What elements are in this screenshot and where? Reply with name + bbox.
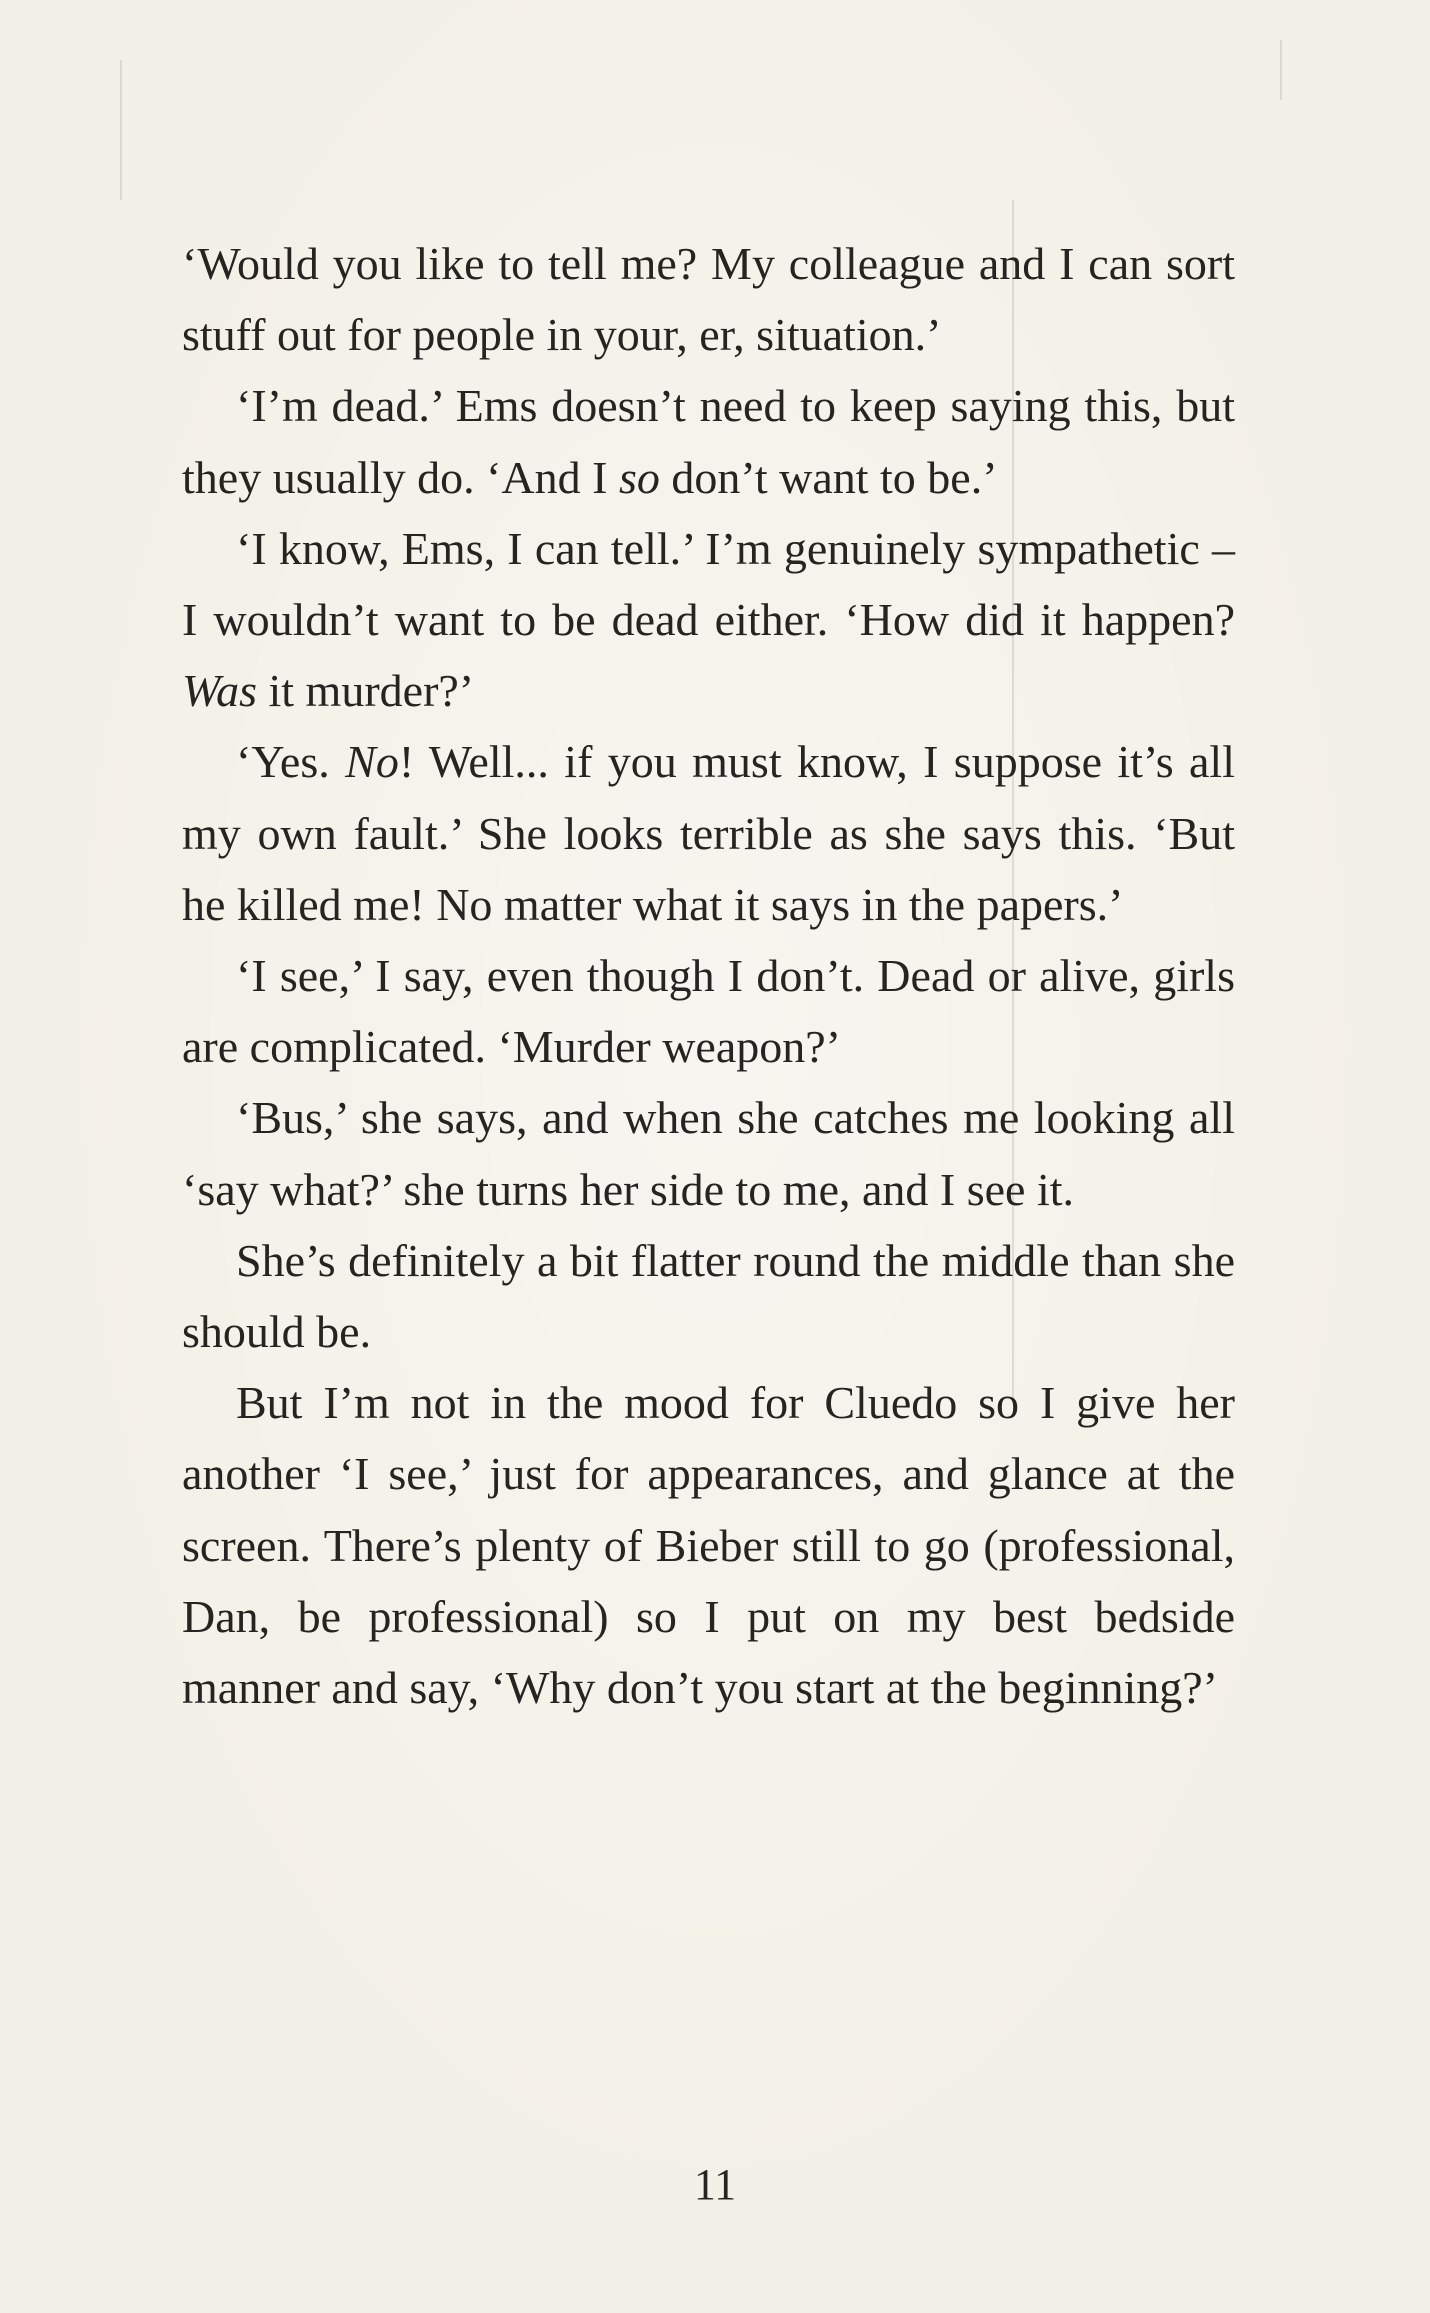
- text-run: ‘Would you like to tell me? My colleague and I can sort stuff out for people in your, er, situation.’: [182, 238, 1235, 361]
- text-run: don’t want to be.’: [659, 451, 998, 503]
- paragraph: [182, 1225, 1235, 1367]
- text-run: ‘Yes.: [236, 736, 346, 788]
- text-run: ‘I see,’ I say, even though I don’t. Dead or alive, girls are complicated. ‘Murder weapon?’: [182, 950, 1235, 1073]
- italic-text: Was: [182, 665, 257, 717]
- text-run: ! Well... if you must know, I suppose it’s all my own fault.’ She looks terrible as she says this. ‘But he killed me! No matter what it says in the papers.’: [182, 736, 1235, 930]
- paragraph: [182, 726, 1235, 940]
- text-run: ‘I’m dead.’ Ems doesn’t need to keep saying this, but they usually do. ‘And I: [182, 380, 1235, 503]
- paragraph: [182, 513, 1235, 727]
- italic-text: No: [345, 736, 399, 788]
- paragraph: [182, 940, 1235, 1082]
- paragraph: [182, 370, 1235, 512]
- show-through-line: [1280, 40, 1282, 100]
- text-run: But I’m not in the mood for Cluedo so I give her another ‘I see,’ just for appearances, and glance at the screen. There’s plenty of Bieber still to go (professional, Dan, be professional) so I put on my best bedside manner and say, ‘Why don’t you start at the beginning?’: [182, 1377, 1235, 1714]
- page-number: 11: [693, 2160, 737, 2209]
- italic-text: so: [618, 451, 660, 503]
- paragraph: [182, 228, 1235, 370]
- text-run: ‘I know, Ems, I can tell.’ I’m genuinely sympathetic – I wouldn’t want to be dead either. ‘How did it happen?: [182, 522, 1235, 646]
- body-text: [182, 228, 1235, 1723]
- text-run: ‘Bus,’ she says, and when she catches me looking all ‘say what?’ she turns her side to me, and I see it.: [182, 1092, 1235, 1215]
- text-run: it murder?’: [257, 665, 475, 717]
- paragraph: [182, 1082, 1235, 1224]
- text-run: She’s definitely a bit flatter round the middle than she should be.: [182, 1234, 1235, 1358]
- paragraph: [182, 1367, 1235, 1723]
- show-through-line: [120, 60, 122, 200]
